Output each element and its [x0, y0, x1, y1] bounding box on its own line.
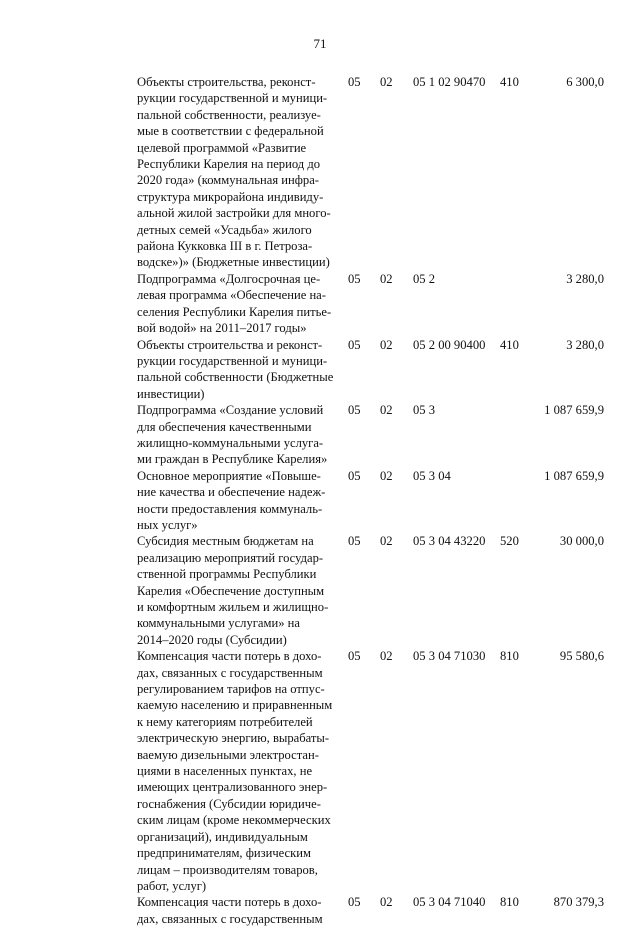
description-line: Объекты строительства, реконст-: [137, 75, 316, 89]
row-description: [137, 271, 342, 337]
description-line: Карелия «Обеспечение доступным: [137, 583, 325, 598]
description-line: целевой программой «Развитие: [137, 140, 307, 155]
amount-value: 3 280,0: [566, 271, 604, 286]
section-code: 05: [348, 895, 361, 910]
description-line: района Кукковка III в г. Петроза-: [137, 239, 313, 254]
description-line: ние качества и обеспечение надеж-: [137, 485, 326, 500]
description-line: 2014–2020 годы (Субсидии): [137, 632, 287, 647]
section-code: 05: [348, 271, 361, 286]
table-row: [0, 533, 640, 648]
description-line: альной жилой застройки для много-: [137, 206, 331, 221]
description-line: электрическую энергию, вырабаты-: [137, 731, 330, 746]
row-description: [137, 533, 342, 648]
amount-value: 95 580,6: [559, 649, 604, 664]
description-line: ми граждан в Республике Карелия»: [137, 452, 328, 467]
row-description: [137, 337, 342, 403]
expense-type-code: 410: [500, 75, 519, 89]
description-line: Субсидия местным бюджетам на: [137, 534, 314, 549]
target-article-code: 05 1 02 90470: [413, 75, 486, 89]
table-row: [0, 337, 640, 403]
subsection-code: 02: [380, 271, 393, 286]
amount-value: 1 087 659,9: [544, 403, 604, 418]
description-line: ных услуг»: [137, 517, 198, 532]
description-line: имеющих централизованного энер-: [137, 780, 328, 795]
description-line: пальной собственности (Бюджетные: [137, 370, 334, 385]
description-line: работ, услуг): [137, 878, 207, 893]
description-line: дах, связанных с государственным: [137, 911, 323, 926]
subsection-code: 02: [380, 895, 393, 910]
description-line: пальной собственности, реализуе-: [137, 107, 321, 122]
description-line: ваемую дизельными электростан-: [137, 747, 319, 762]
target-article-code: 05 3: [413, 403, 436, 418]
table-row: [0, 468, 640, 534]
row-description: [137, 402, 342, 468]
subsection-code: 02: [380, 337, 393, 352]
description-line: для обеспечения качественными: [137, 419, 312, 434]
row-description: [137, 74, 342, 271]
section-code: 05: [348, 337, 361, 352]
section-code: 05: [348, 75, 361, 89]
row-description: [137, 648, 342, 894]
description-line: Объекты строительства и реконст-: [137, 337, 323, 352]
target-article-code: 05 2: [413, 271, 436, 286]
row-description: [137, 468, 342, 534]
description-line: Основное мероприятие «Повыше-: [137, 468, 321, 483]
description-line: жилищно-коммунальными услуга-: [137, 435, 324, 450]
description-line: ственной программы Республики: [137, 567, 317, 582]
expense-type-code: 810: [500, 649, 519, 664]
description-line: реализацию мероприятий государ-: [137, 550, 324, 565]
subsection-code: 02: [380, 468, 393, 483]
subsection-code: 02: [380, 75, 393, 89]
description-line: Компенсация части потерь в дохо-: [137, 649, 322, 664]
description-line: 2020 года» (коммунальная инфра-: [137, 173, 319, 188]
subsection-code: 02: [380, 649, 393, 664]
page-number: 71: [313, 36, 327, 51]
description-line: организаций), индивидуальным: [137, 829, 308, 844]
subsection-code: 02: [380, 403, 393, 418]
section-code: 05: [348, 468, 361, 483]
table-row: [0, 648, 640, 894]
subsection-code: 02: [380, 534, 393, 549]
description-line: Республики Карелия на период до: [137, 157, 321, 172]
amount-value: 30 000,0: [559, 534, 604, 549]
description-line: госнабжения (Субсидии юридиче-: [137, 796, 321, 811]
expense-type-code: 520: [500, 534, 519, 549]
expense-type-code: 810: [500, 895, 519, 910]
description-line: Подпрограмма «Долгосрочная це-: [137, 271, 321, 286]
description-line: Компенсация части потерь в дохо-: [137, 895, 322, 910]
table-row: [0, 894, 640, 927]
description-line: рукции государственной и муници-: [137, 353, 328, 368]
amount-value: 1 087 659,9: [544, 468, 604, 483]
row-description: [137, 894, 342, 927]
section-code: 05: [348, 649, 361, 664]
description-line: Подпрограмма «Создание условий: [137, 403, 324, 418]
description-line: коммунальными услугами» на: [137, 616, 301, 631]
section-code: 05: [348, 403, 361, 418]
description-line: структура микрорайона индивиду-: [137, 189, 324, 204]
target-article-code: 05 2 00 90400: [413, 337, 486, 352]
description-line: ским лицам (кроме некоммерческих: [137, 813, 331, 828]
description-line: ности предоставления коммуналь-: [137, 501, 323, 516]
target-article-code: 05 3 04 71030: [413, 649, 486, 664]
table-row: [0, 271, 640, 337]
description-line: вой водой» на 2011–2017 годы»: [137, 321, 307, 336]
section-code: 05: [348, 534, 361, 549]
amount-value: 6 300,0: [566, 75, 604, 89]
amount-value: 3 280,0: [566, 337, 604, 352]
description-line: к нему категориям потребителей: [137, 714, 313, 729]
description-line: дах, связанных с государственным: [137, 665, 323, 680]
table-row: [0, 74, 640, 271]
description-line: регулированием тарифов на отпус-: [137, 682, 325, 697]
target-article-code: 05 3 04: [413, 468, 451, 483]
description-line: каемую населению и приравненным: [137, 698, 333, 713]
description-line: лицам – производителям товаров,: [137, 862, 318, 877]
description-line: инвестиции): [137, 386, 205, 401]
budget-table: [0, 74, 640, 927]
description-line: и комфортным жильем и жилищно-: [137, 600, 329, 614]
description-line: селения Республики Карелия питье-: [137, 304, 332, 319]
description-line: мые в соответствии с федеральной: [137, 124, 324, 139]
expense-type-code: 410: [500, 337, 519, 352]
description-line: водске»)» (Бюджетные инвестиции): [137, 255, 330, 270]
description-line: рукции государственной и муници-: [137, 91, 328, 106]
description-line: левая программа «Обеспечение на-: [137, 288, 326, 303]
amount-value: 870 379,3: [553, 895, 604, 910]
description-line: детных семей «Усадьба» жилого: [137, 222, 312, 237]
table-row: [0, 402, 640, 468]
description-line: предпринимателям, физическим: [137, 846, 311, 861]
target-article-code: 05 3 04 71040: [413, 895, 486, 910]
target-article-code: 05 3 04 43220: [413, 534, 486, 549]
description-line: циями в населенных пунктах, не: [137, 764, 313, 779]
